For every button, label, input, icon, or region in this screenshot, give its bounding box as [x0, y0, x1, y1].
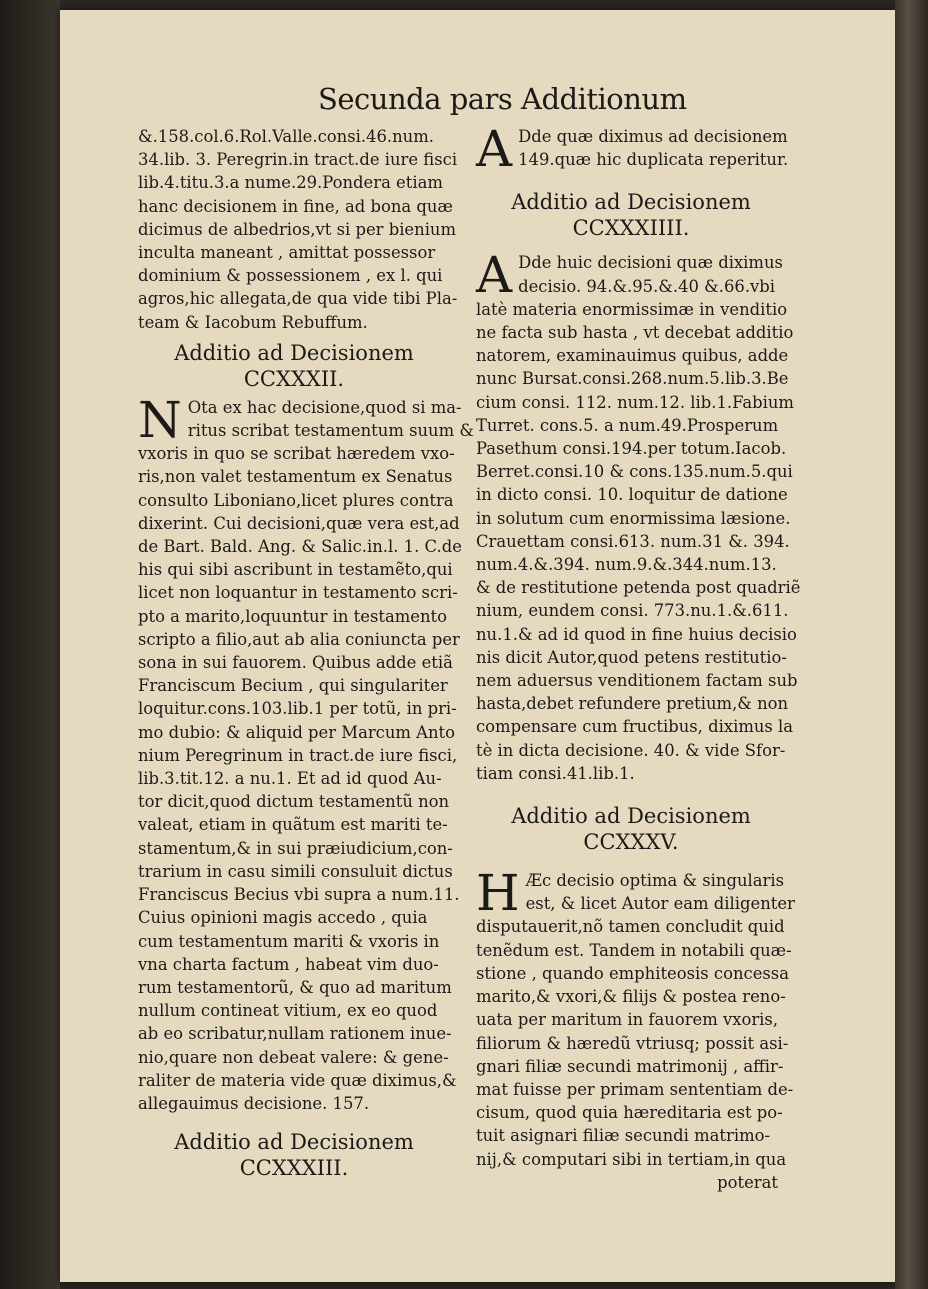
- running-head: Secunda pars Additionum: [318, 82, 687, 116]
- text-line: Turret. cons.5. a num.49.Prosperum: [476, 415, 779, 435]
- text-line: tenẽdum est. Tandem in notabili quæ-: [476, 940, 792, 960]
- text-line: mat fuisse per primam sententiam de-: [476, 1079, 794, 1099]
- text-line: rum testamentorũ, & quo ad maritum: [138, 977, 452, 997]
- text-line: filiorum & hæredũ vtriusq; possit asi-: [476, 1033, 789, 1053]
- text-line: disputauerit,nõ tamen concludit quid: [476, 917, 785, 937]
- text-line: tor dicit,quod dictum testamentũ non: [138, 792, 450, 812]
- text-line: pto a marito,loquuntur in testamento: [138, 606, 447, 626]
- text-line: lib.4.titu.3.a nume.29.Pondera etiam: [138, 173, 443, 193]
- left-paragraph-232: [138, 390, 474, 1115]
- text-line: & de restitutione petenda post quadriẽ: [476, 578, 801, 598]
- heading-title: Additio ad Decisionem: [511, 804, 751, 829]
- paragraph-lines: [476, 120, 789, 178]
- text-line: tè in dicta decisione. 40. & vide Sfor-: [476, 740, 786, 760]
- right-paragraph-235: [476, 864, 795, 1171]
- text-line: team & Iacobum Rebuffum.: [138, 312, 368, 332]
- text-line: nullum contineat vitium, ex eo quod: [138, 1001, 438, 1021]
- right-heading-1: [476, 189, 786, 241]
- heading-title: Additio ad Decisionem: [174, 1130, 414, 1155]
- text-line: nij,& computari sibi in tertiam,in qua: [476, 1149, 787, 1169]
- text-line: ris,non valet testamentum ex Senatus: [138, 467, 453, 487]
- text-line: Pasethum consi.194.per totum.Iacob.: [476, 439, 787, 459]
- text-line: nis dicit Autor,quod petens restitutio-: [476, 647, 787, 667]
- text-line: Cuius opinioni magis accedo , quia: [138, 908, 428, 928]
- text-line: tuit asignari filiæ secundi matrimo-: [476, 1126, 771, 1146]
- text-line: num.4.&.394. num.9.&.344.num.13.: [476, 555, 777, 575]
- text-line: hanc decisionem in fine, ad bona quæ: [138, 196, 453, 216]
- text-line: Dde huic decisioni quæ diximus: [518, 253, 783, 273]
- left-heading-1: [138, 340, 450, 392]
- text-line: stione , quando emphiteosis concessa: [476, 963, 789, 983]
- text-line: scripto a filio,aut ab alia coniuncta per: [138, 629, 460, 649]
- dropcap-initial: H: [476, 864, 520, 923]
- left-heading-2: [138, 1129, 450, 1181]
- text-line: Franciscum Becium , qui singulariter: [138, 676, 448, 696]
- right-heading-2: [476, 803, 786, 855]
- text-line: Crauettam consi.613. num.31 &. 394.: [476, 531, 790, 551]
- text-line: gnari filiæ secundi matrimonij , affir-: [476, 1056, 784, 1076]
- book-spine: [895, 0, 928, 1289]
- right-paragraph-233: [476, 120, 789, 178]
- text-line: Dde quæ diximus ad decisionem: [518, 127, 788, 146]
- text-line: nium Peregrinum in tract.de iure fisci,: [138, 745, 458, 765]
- heading-number: CCXXXIII.: [239, 1156, 349, 1181]
- text-line: sona in sui fauorem. Quibus adde etiã: [138, 653, 453, 673]
- heading-number: CCXXXV.: [583, 830, 679, 855]
- text-line: marito,& vxori,& filijs & postea reno-: [476, 987, 786, 1007]
- dropcap-initial: N: [138, 390, 182, 449]
- text-line: est, & licet Autor eam diligenter: [525, 894, 795, 914]
- dropcap-initial: A: [476, 246, 513, 305]
- text-line: tiam consi.41.lib.1.: [476, 763, 635, 783]
- text-line: allegauimus decisione. 157.: [138, 1093, 370, 1113]
- heading-number: CCXXXIIII.: [572, 216, 690, 241]
- text-line: uata per maritum in fauorem vxoris,: [476, 1010, 779, 1030]
- text-line: cum testamentum mariti & vxoris in: [138, 931, 440, 951]
- text-line: decisio. 94.&.95.&.40 &.66.vbi: [518, 276, 776, 296]
- text-line: vxoris in quo se scribat hæredem vxo-: [138, 444, 455, 464]
- text-line: agros,hic allegata,de qua vide tibi Pla-: [138, 289, 458, 309]
- text-line: dixerint. Cui decisioni,quæ vera est,ad: [138, 513, 460, 533]
- text-line: ritus scribat testamentum suum &: [187, 421, 474, 441]
- text-line: compensare cum fructibus, diximus la: [476, 717, 794, 737]
- left-intro-paragraph: [138, 125, 458, 334]
- heading-title: Additio ad Decisionem: [174, 340, 414, 365]
- text-line: Ota ex hac decisione,quod si ma-: [187, 397, 462, 417]
- text-line: cisum, quod quia hæreditaria est po-: [476, 1103, 783, 1123]
- heading-title: Additio ad Decisionem: [511, 190, 751, 215]
- right-paragraph-234: [476, 246, 801, 785]
- text-line: nunc Bursat.consi.268.num.5.lib.3.Be: [476, 369, 789, 389]
- text-line: trarium in casu simili consuluit dictus: [138, 861, 453, 881]
- dropcap-initial: A: [476, 120, 513, 178]
- text-line: nio,quare non debeat valere: & gene-: [138, 1047, 449, 1067]
- text-line: stamentum,& in sui præiudicium,con-: [138, 838, 453, 858]
- catchword: poterat: [717, 1172, 778, 1192]
- text-line: latè materia enormissimæ in venditio: [476, 299, 788, 319]
- text-line: de Bart. Bald. Ang. & Salic.in.l. 1. C.de: [138, 537, 462, 557]
- text-line: in dicto consi. 10. loquitur de datione: [476, 485, 788, 505]
- text-line: nu.1.& ad id quod in fine huius decisio: [476, 624, 797, 644]
- text-line: raliter de materia vide quæ diximus,&: [138, 1070, 457, 1090]
- text-line: consulto Liboniano,licet plures contra: [138, 490, 454, 510]
- text-line: Berret.consi.10 & cons.135.num.5.qui: [476, 462, 793, 482]
- text-line: dicimus de albedrios,vt si per bienium: [138, 219, 457, 239]
- text-line: ab eo scribatur,nullam rationem inue-: [138, 1024, 452, 1044]
- book-left-edge: [0, 0, 60, 1289]
- right-column: [476, 120, 801, 1194]
- text-line: valeat, etiam in quãtum est mariti te-: [138, 815, 448, 835]
- text-line: 34.lib. 3. Peregrin.in tract.de iure fisci: [138, 150, 458, 170]
- text-line: mo dubio: & aliquid per Marcum Anto: [138, 722, 456, 742]
- text-line: ne facta sub hasta , vt decebat additio: [476, 323, 794, 343]
- text-line: nium, eundem consi. 773.nu.1.&.611.: [476, 601, 789, 621]
- text-line: Æc decisio optima & singularis: [525, 871, 785, 891]
- text-line: nem aduersus venditionem factam sub: [476, 671, 798, 691]
- text-line: 149.quæ hic duplicata reperitur.: [518, 150, 789, 170]
- text-line: in solutum cum enormissima læsione.: [476, 508, 791, 528]
- text-line: dominium & possessionem , ex l. qui: [138, 266, 443, 286]
- text-line: lib.3.tit.12. a nu.1. Et ad id quod Au-: [138, 769, 442, 789]
- text-line: hasta,debet refundere pretium,& non: [476, 694, 789, 714]
- text-line: inculta maneant , amittat possessor: [138, 243, 436, 263]
- heading-number: CCXXXII.: [243, 366, 345, 391]
- text-line: &.158.col.6.Rol.Valle.consi.46.num.: [138, 127, 434, 146]
- left-column: [138, 125, 474, 1181]
- paragraph-lines: [476, 246, 801, 785]
- text-line: his qui sibi ascribunt in testamẽto,qui: [138, 560, 453, 580]
- text-line: Franciscus Becius vbi supra a num.11.: [138, 885, 460, 905]
- text-line: licet non loquantur in testamento scri-: [138, 583, 458, 603]
- paragraph-lines: [138, 390, 474, 1115]
- text-line: cium consi. 112. num.12. lib.1.Fabium: [476, 392, 794, 412]
- text-line: vna charta factum , habeat vim duo-: [138, 954, 439, 974]
- text-line: natorem, examinauimus quibus, adde: [476, 346, 789, 366]
- text-line: loquitur.cons.103.lib.1 per totũ, in pri-: [138, 699, 457, 719]
